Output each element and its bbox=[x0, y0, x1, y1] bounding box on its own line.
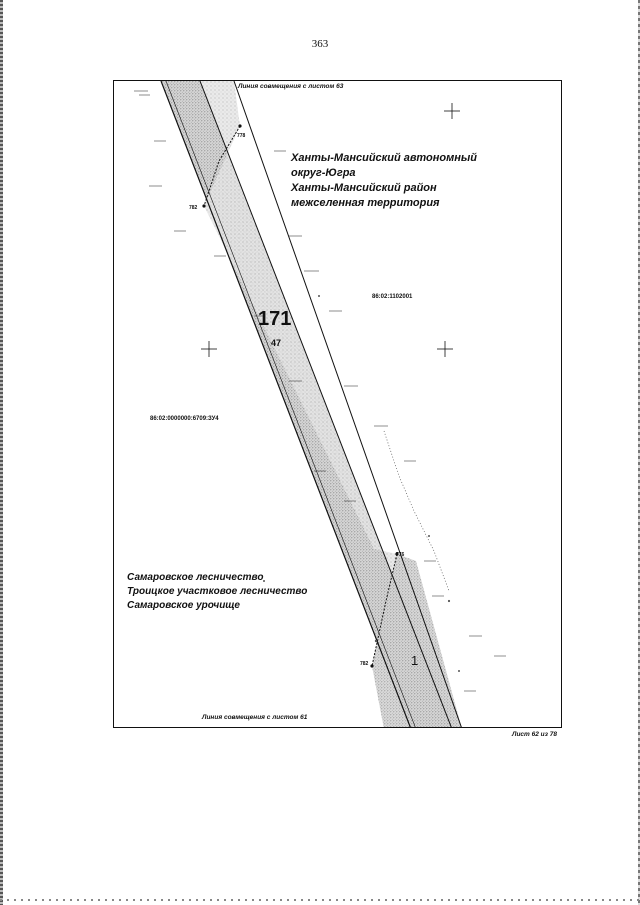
point-label: 782 bbox=[360, 661, 369, 667]
district-line: округ-Югра bbox=[291, 167, 356, 179]
grid-cross bbox=[444, 103, 460, 119]
point-marker bbox=[238, 124, 241, 127]
district-line: межселенная территория bbox=[291, 197, 440, 209]
point-label: 776 bbox=[396, 552, 405, 558]
strip-number: 1 bbox=[411, 653, 419, 668]
cadastral-number-1: 86:02:1102001 bbox=[372, 294, 413, 300]
cadastral-number-2: 86:02:0000000:6709:ЗУ4 bbox=[150, 416, 219, 422]
map-frame bbox=[113, 80, 562, 728]
point-label: 782 bbox=[189, 205, 198, 211]
scan-edge-bottom bbox=[0, 899, 640, 901]
point-label: 778 bbox=[237, 133, 246, 139]
point-marker bbox=[202, 204, 205, 207]
forestry-line: Самаровское лесничество bbox=[127, 572, 264, 583]
district-line: Ханты-Мансийский автономный bbox=[291, 152, 477, 164]
scan-edge-left bbox=[0, 0, 3, 905]
sheet-counter: Лист 62 из 78 bbox=[512, 731, 557, 738]
grid-cross bbox=[201, 341, 217, 357]
forestry-line: Троицкое участковое лесничество bbox=[127, 586, 308, 597]
forestry-line: Самаровское урочище bbox=[127, 600, 240, 611]
join-line-top-label: Линия совмещения с листом 63 bbox=[238, 83, 344, 90]
quarter-number: 171 bbox=[258, 308, 292, 330]
district-label bbox=[291, 151, 477, 211]
district-line: Ханты-Мансийский район bbox=[291, 182, 437, 194]
grid-cross bbox=[437, 341, 453, 357]
forestry-label bbox=[127, 571, 307, 613]
point-marker bbox=[370, 664, 373, 667]
section-number: 47 bbox=[271, 338, 282, 348]
join-line-bottom-label: Линия совмещения с листом 61 bbox=[202, 714, 308, 721]
page-number: 363 bbox=[311, 38, 329, 50]
